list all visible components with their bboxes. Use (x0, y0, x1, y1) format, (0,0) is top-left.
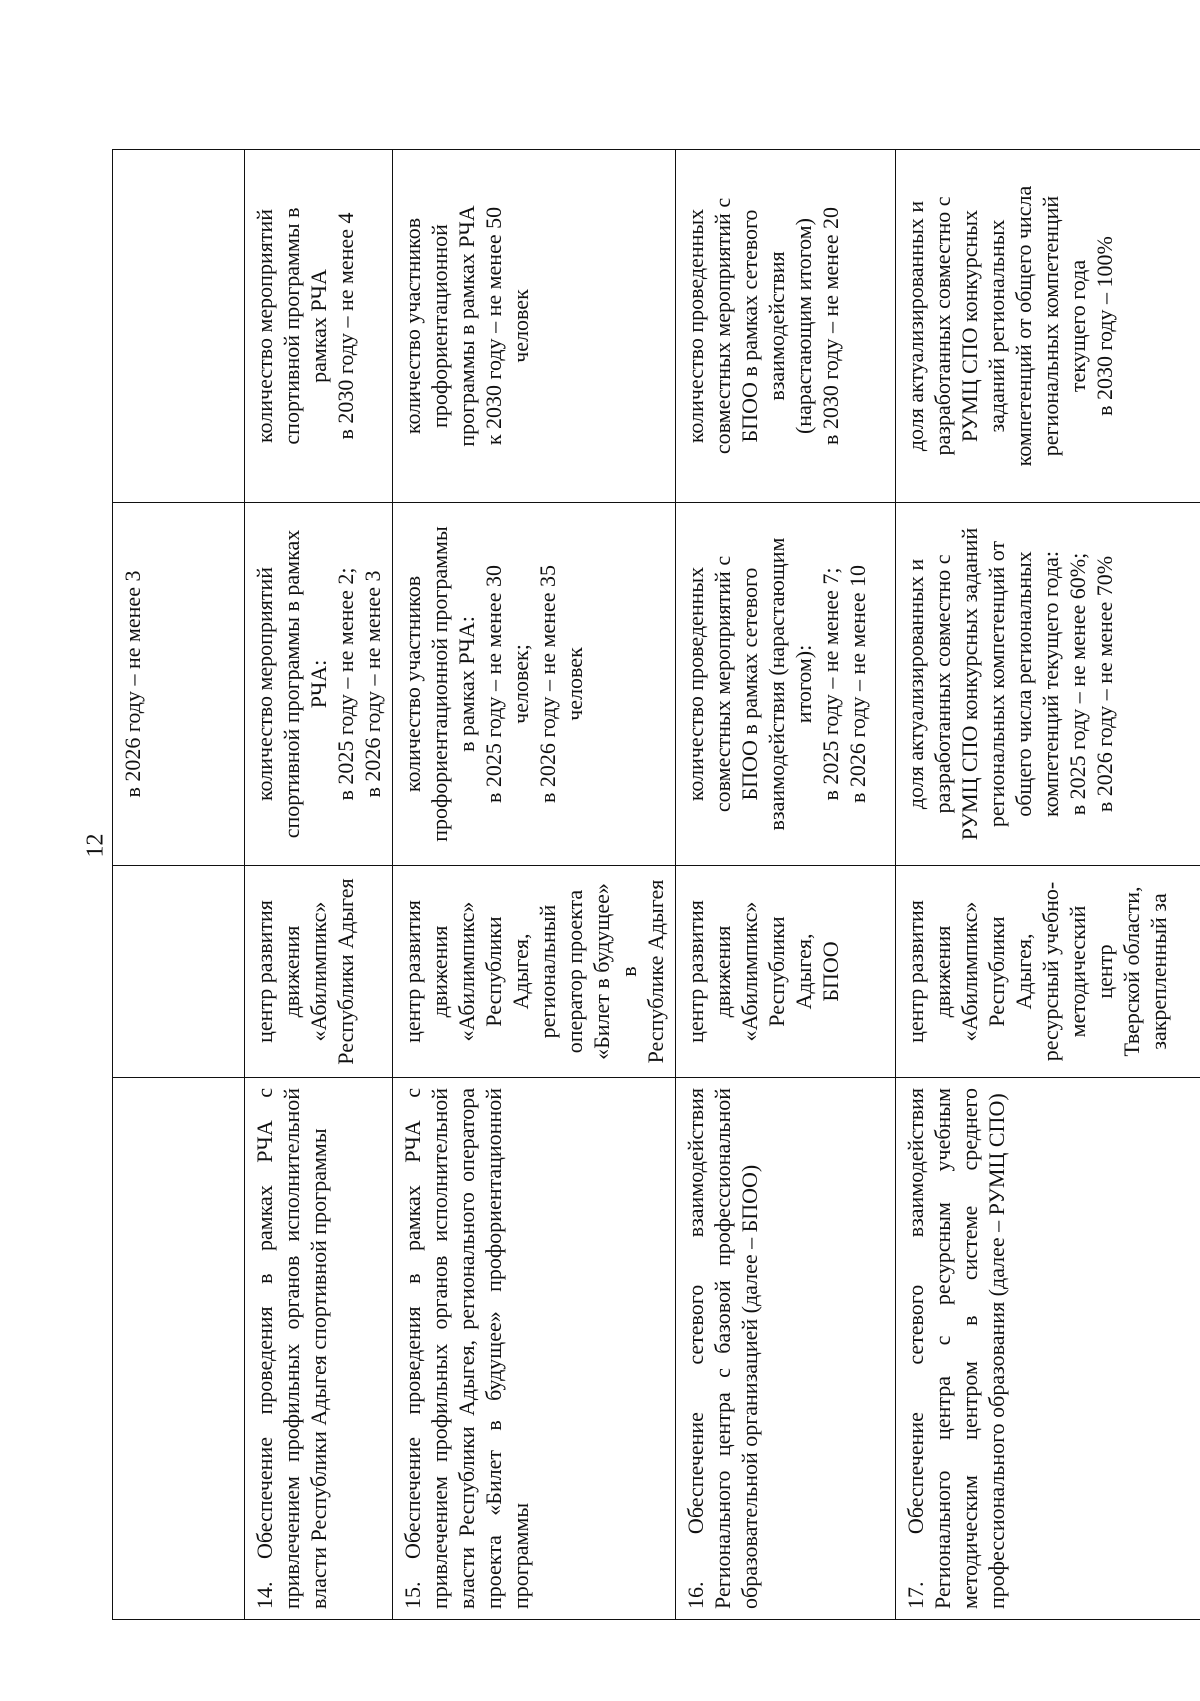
cell-line: центр развития (683, 900, 708, 1043)
cell-line: к 2030 году – не менее 50 (481, 206, 506, 446)
cell-line: в 2030 году – не менее 4 (333, 212, 358, 440)
cell-line: в 2026 году – не менее 3 (120, 570, 145, 798)
table-row (896, 150, 1200, 1620)
cell-line: доля актуализированных и (903, 558, 928, 810)
measure-cell: 15. Обеспечение проведения в рамках РЧА с привлечением профильных органов исполнительной власти Республики Адыгея, регионального оператора проекта «Билет в будущее» профориентационной программы (393, 1078, 676, 1620)
cell-line: общего числа региональных (1011, 551, 1036, 817)
cell-line: спортивной программы в (279, 207, 304, 445)
cell-line: БПОО в рамках сетевого (737, 567, 762, 801)
cell-line: текущего года (1065, 259, 1090, 393)
cell-line: в рамках РЧА: (454, 616, 479, 752)
table-row (393, 150, 676, 1620)
measure-cell: 17. Обеспечение сетевого взаимодействия Регионального центра с ресурсным учебным методическим центром в системе среднего профессионального образования (далее – РУМЦ СПО) (896, 1078, 1200, 1620)
cell-line: в 2026 году – не менее 70% (1092, 555, 1117, 813)
cell-line: Республики Адыгея (333, 878, 358, 1065)
indicator-2030-cell (896, 150, 1200, 503)
cell-line: «Билет в будущее» в (589, 883, 641, 1060)
cell-line: Республики Адыгея, (481, 916, 533, 1027)
cell-line: в 2025 году – не менее 30 (481, 565, 506, 803)
cell-line: БПОО (818, 941, 843, 1002)
cell-line: спортивной программы в рамках (279, 529, 304, 839)
cell-line: центр развития (400, 900, 425, 1043)
cell-line: региональных компетенций (1038, 195, 1063, 457)
cell-line: (нарастающим итогом) (791, 218, 816, 435)
page-number: 12 (82, 833, 109, 858)
cell-line: человек (508, 289, 533, 363)
cell-line: в 2030 году – 100% (1092, 236, 1117, 416)
cell-line: БПОО в рамках сетевого (737, 209, 762, 443)
executor-cell (245, 866, 393, 1078)
cell-line: Республики Адыгея, (984, 916, 1036, 1027)
cell-line: Тверской области, (1119, 886, 1144, 1057)
cell-line: движения (279, 925, 304, 1018)
indicator-2025-2026-cell (393, 503, 676, 866)
cell-line: в 2025 году – не менее 2; (333, 567, 358, 801)
cell-line: региональный (535, 904, 560, 1039)
measures-table (112, 149, 1200, 1620)
executor-cell (676, 866, 896, 1078)
cell-line: программы в рамках РЧА (454, 205, 479, 447)
cell-line: человек; (508, 644, 533, 724)
cell-line: количество участников (400, 217, 425, 435)
cell-line: «Абилимпикс» (737, 901, 762, 1042)
cell-line: ресурсный учебно- (1038, 881, 1063, 1062)
indicator-2030-cell (393, 150, 676, 503)
cell-line: взаимодействия (764, 251, 789, 401)
cell-line: количество мероприятий (252, 566, 277, 802)
cell-line: количество мероприятий (252, 208, 277, 444)
cell-line: в 2026 году – не менее 10 (845, 565, 870, 803)
cell-line: в 2026 году – не менее 35 (535, 565, 560, 803)
table-row (113, 150, 245, 1620)
cell-line: Республики Адыгея, (764, 916, 816, 1027)
cell-line: взаимодействия (нарастающим (764, 537, 789, 831)
cell-line: центр развития (903, 900, 928, 1043)
cell-line: «Абилимпикс» (306, 901, 331, 1042)
executor-cell (896, 866, 1200, 1078)
cell-line: совместных мероприятий с (710, 197, 735, 455)
cell-line: совместных мероприятий с (710, 555, 735, 813)
cell-line: человек (562, 647, 587, 721)
indicator-2030-cell (676, 150, 896, 503)
measure-cell: 16. Обеспечение сетевого взаимодействия Регионального центра с базовой профессиональной образовательной организацией (далее – БПОО) (676, 1078, 896, 1620)
cell-line: количество участников (400, 575, 425, 793)
cell-line: количество проведенных (683, 566, 708, 802)
cell-line: профориентационной программы (427, 526, 452, 842)
measure-cell: 14. Обеспечение проведения в рамках РЧА с привлечением профильных органов исполнительной власти Республики Адыгея спортивной программы (245, 1078, 393, 1620)
table-row (245, 150, 393, 1620)
indicator-2025-2026-cell (113, 503, 245, 866)
cell-line: рамках РЧА (306, 269, 331, 383)
cell-line: доля актуализированных и (903, 200, 928, 452)
cell-line: РУМЦ СПО конкурсных заданий (957, 527, 982, 841)
cell-line: центр развития (252, 900, 277, 1043)
indicator-2030-cell-empty (113, 150, 245, 503)
cell-line: итогом): (791, 644, 816, 724)
cell-line: движения (930, 925, 955, 1018)
cell-line: региональных компетенций от (984, 540, 1009, 828)
cell-line: заданий региональных (984, 219, 1009, 433)
rotated-page-content (112, 150, 1171, 1620)
table-row (676, 150, 896, 1620)
cell-line: РЧА: (306, 659, 331, 709)
cell-line: закрепленный за (1146, 893, 1171, 1050)
cell-line: компетенций текущего года: (1038, 551, 1063, 817)
cell-line: в 2025 году – не менее 60%; (1065, 552, 1090, 816)
executor-cell (393, 866, 676, 1078)
cell-line: разработанных совместно с (930, 554, 955, 814)
cell-line: профориентационной (427, 224, 452, 428)
indicator-2030-cell (245, 150, 393, 503)
executor-cell-empty (113, 866, 245, 1078)
cell-line: движения (710, 925, 735, 1018)
cell-line: в 2030 году – не менее 20 (818, 207, 843, 445)
cell-line: количество проведенных (683, 208, 708, 444)
indicator-2025-2026-cell (676, 503, 896, 866)
cell-line: «Абилимпикс» (454, 901, 479, 1042)
cell-line: оператор проекта (562, 889, 587, 1054)
cell-line: Республике Адыгея (643, 879, 668, 1064)
indicator-2025-2026-cell (245, 503, 393, 866)
cell-line: компетенций от общего числа (1011, 185, 1036, 467)
cell-line: в 2025 году – не менее 7; (818, 567, 843, 801)
indicator-2025-2026-cell (896, 503, 1200, 866)
measure-cell-empty (113, 1078, 245, 1620)
cell-line: в 2026 году – не менее 3 (360, 570, 385, 798)
cell-line: методический центр (1065, 905, 1117, 1038)
cell-line: движения (427, 925, 452, 1018)
cell-line: РУМЦ СПО конкурсных (957, 209, 982, 443)
cell-line: разработанных совместно с (930, 196, 955, 456)
cell-line: «Абилимпикс» (957, 901, 982, 1042)
